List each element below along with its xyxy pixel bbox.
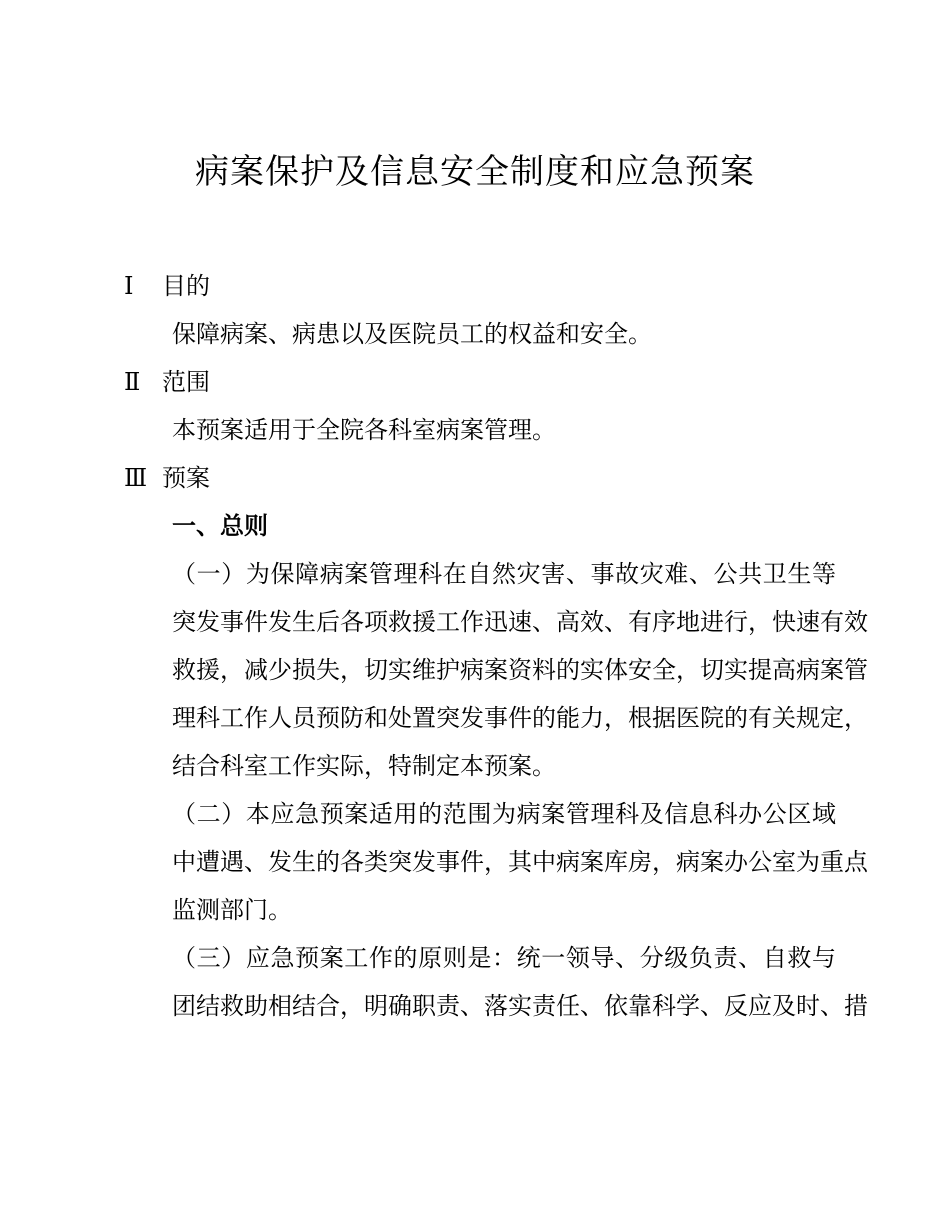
paragraph-2	[124, 790, 868, 934]
section-text-scope: 本预案适用于全院各科室病案管理。	[172, 416, 556, 444]
section-heading-scope	[124, 358, 836, 406]
section-text-purpose: 保障病案、病患以及医院员工的权益和安全。	[172, 320, 652, 348]
paragraph-line: 救援，减少损失，切实维护病案资料的实体安全，切实提高病案管	[172, 656, 868, 684]
paragraph-1	[124, 550, 868, 790]
section-heading-plan	[124, 454, 836, 502]
paragraph-line: 团结救助相结合，明确职责、落实责任、依靠科学、反应及时、措	[172, 992, 868, 1020]
section-numeral: Ⅰ	[124, 272, 134, 300]
section-heading-text: 目的	[162, 272, 210, 300]
section-heading-text: 预案	[162, 464, 210, 492]
section-numeral: Ⅲ	[124, 464, 148, 492]
section-heading-text: 范围	[162, 368, 210, 396]
paragraph-line: 理科工作人员预防和处置突发事件的能力，根据医院的有关规定，	[172, 704, 868, 732]
paragraph-line: （二）本应急预案适用的范围为病案管理科及信息科办公区域	[172, 800, 836, 828]
paragraph-line: 中遭遇、发生的各类突发事件，其中病案库房，病案办公室为重点	[172, 848, 868, 876]
subheading-general: 一、总则	[172, 512, 268, 540]
paragraph-line: 监测部门。	[172, 896, 292, 924]
paragraph-line: （一）为保障病案管理科在自然灾害、事故灾难、公共卫生等	[172, 560, 836, 588]
paragraph-line: 结合科室工作实际，特制定本预案。	[172, 752, 556, 780]
paragraph-line: （三）应急预案工作的原则是：统一领导、分级负责、自救与	[172, 944, 836, 972]
paragraph-line: 突发事件发生后各项救援工作迅速、高效、有序地进行，快速有效	[172, 608, 868, 636]
section-numeral: Ⅱ	[124, 368, 141, 396]
document-title: 病案保护及信息安全制度和应急预案	[195, 152, 755, 192]
document-body	[124, 262, 868, 1030]
paragraph-3	[124, 934, 868, 1030]
section-heading-purpose	[124, 262, 836, 310]
